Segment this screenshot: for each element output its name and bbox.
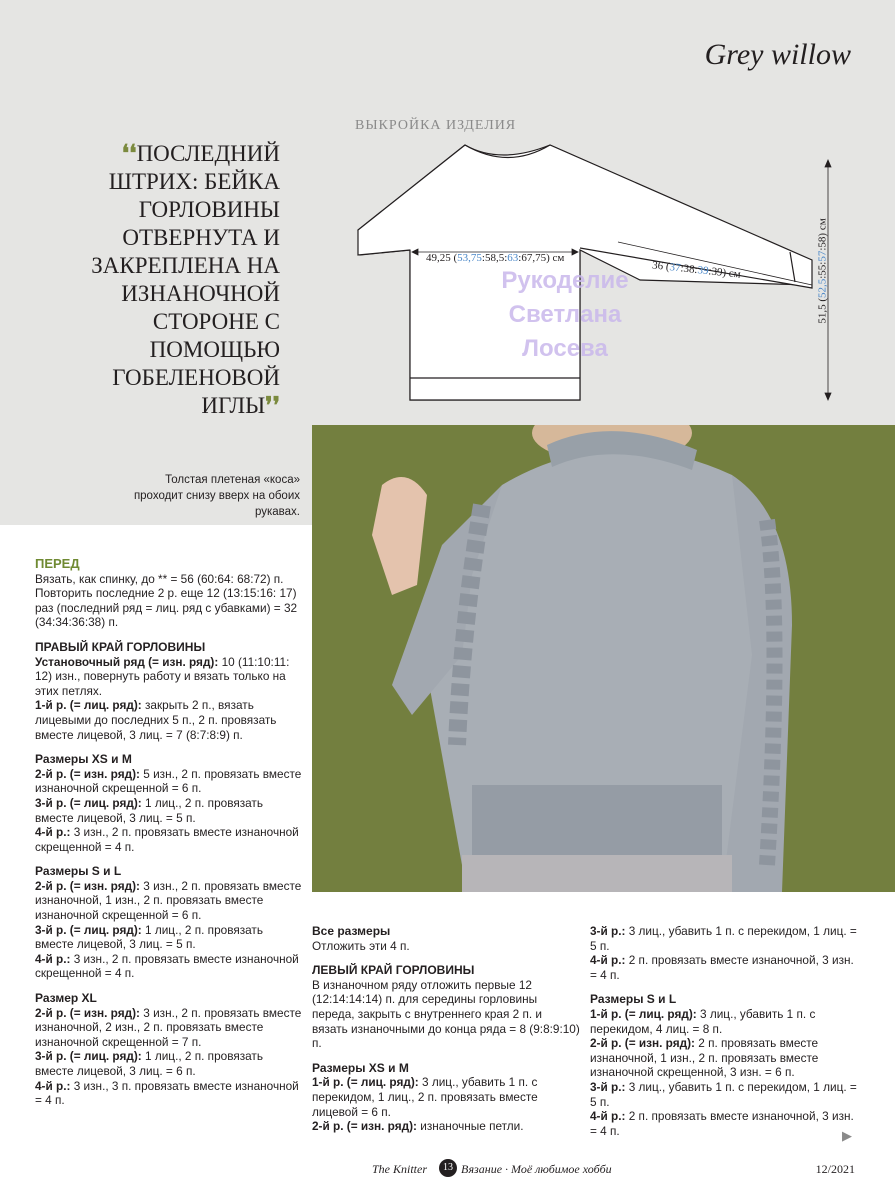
- page-title: Grey willow: [704, 38, 851, 71]
- watermark: Рукоделие Светлана Лосева: [501, 267, 629, 362]
- next-page-arrow-icon: ▶: [842, 1128, 852, 1143]
- issue-date: 12/2021: [815, 1162, 855, 1176]
- sweater-photo: [312, 425, 895, 892]
- length-dimension: 51,5 (52,5:55:57:58) см: [816, 218, 829, 324]
- left-neck-heading: ЛЕВЫЙ КРАЙ ГОРЛОВИНЫ: [312, 963, 475, 978]
- schematic-label: ВЫКРОЙКА ИЗДЕЛИЯ: [355, 118, 517, 133]
- sizes-s-l-heading-2: Размеры S и L: [590, 992, 677, 1007]
- sizes-xs-m-heading: Размеры XS и M: [35, 752, 132, 767]
- instructions-column-2: Все размеры Отложить эти 4 п. ЛЕВЫЙ КРАЙ ГОРЛОВИНЫ В изнаночном ряду отложить первые 12 (12:14:14:14) п. для середины горловины переда, закрыть с внутреннего края 2 п. и вязать изнаночными до конца ряда = 8 (9:8:9:10) п. Размеры XS и M 1-й р. (= лиц. ряд): 3 лиц., убавить 1 п. с перекидом, 1 лиц., 2 п. провязать вместе лицевой = 6 п. 2-й р. (= изн. ряд): изнаночные петли.: [312, 924, 580, 1134]
- size-xl-heading: Размер XL: [35, 991, 97, 1006]
- front-heading: ПЕРЕД: [35, 556, 80, 571]
- sleeve-dimension: 36 (37:38:39:39) см: [651, 259, 742, 281]
- open-quote-mark: ❛❛: [121, 141, 137, 166]
- footer-brand: The Knitter: [372, 1162, 428, 1176]
- page-footer: [0, 1158, 895, 1182]
- right-neck-heading: ПРАВЫЙ КРАЙ ГОРЛОВИНЫ: [35, 639, 206, 654]
- footer-tagline: Вязание · Моё любимое хобби: [461, 1162, 612, 1176]
- pull-quote-text: ПОСЛЕДНИЙ ШТРИХ: БЕЙКА ГОРЛОВИНЫ ОТВЕРНУТА И ЗАКРЕПЛЕНА НА ИЗНАНОЧНОЙ СТОРОНЕ С ПОМОЩЬЮ ГОБЕЛЕНОВОЙ ИГЛЫ: [91, 141, 280, 418]
- instructions-column-3: 3-й р.: 3 лиц., убавить 1 п. с перекидом, 1 лиц. = 5 п. 4-й р.: 2 п. провязать вместе изнаночной, 3 изн. = 4 п. Размеры S и L 1-й р. (= лиц. ряд): 3 лиц., убавить 1 п. с перекидом, 4 лиц. = 8 п. 2-й р. (= изн. ряд): 2 п. провязать вместе изнаночной, 1 изн., 2 п. провязать вместе изнаночной скрещенной, 3 изн. = 6 п. 3-й р.: 3 лиц., убавить 1 п. с перекидом, 1 лиц. = 5 п. 4-й р.: 2 п. провязать вместе изнаночной, 3 изн. = 4 п.: [590, 924, 857, 1138]
- sizes-s-l-heading: Размеры S и L: [35, 864, 122, 879]
- instructions-column-1: ПЕРЕД Вязать, как спинку, до ** = 56 (60:64: 68:72) п. Повторить последние 2 р. еще 12 (13:15:16: 17) раз (последний ряд = лиц. ряд с убавками) = 32 (34:34:36:38) п. ПРАВЫЙ КРАЙ ГОРЛОВИНЫ Установочный ряд (= изн. ряд): 10 (11:10:11: 12) изн., повернуть работу и вязать только на этих петлях. 1-й р. (= лиц. ряд): закрыть 2 п., вязать лицевыми до последних 5 п., 2 п. провязать вместе лицевой, 3 лиц. = 7 (8:7:8:9) п. Размеры XS и M 2-й р. (= изн. ряд): 5 изн., 2 п. провязать вместе изнаночной скрещенной = 6 п. 3-й р. (= лиц. ряд): 1 лиц., 2 п. провязать вместе лицевой, 3 лиц. = 5 п. 4-й р.: 3 изн., 2 п. провязать вместе изнаночной скрещенной = 4 п. Размеры S и L 2-й р. (= изн. ряд): 3 изн., 2 п. провязать вместе изнаночной, 1 изн., 2 п. провязать вместе изнаночной скрещенной = 6 п. 3-й р. (= лиц. ряд): 1 лиц., 2 п. провязать вместе лицевой, 3 лиц. = 5 п. 4-й р.: 3 изн., 2 п. провязать вместе изнаночной скрещенной = 4 п. Размер XL 2-й р. (= изн. ряд): 3 изн., 2 п. провязать вместе изнаночной, 2 изн., 2 п. провязать вместе изнаночной скрещенной = 7 п. 3-й р. (= лиц. ряд): 1 лиц., 2 п. провязать вместе лицевой, 3 лиц. = 6 п. 4-й р.: 3 изн., 3 п. провязать вместе изнаночной = 4 п.: [35, 556, 302, 1108]
- close-quote-mark: ❜❜: [265, 393, 280, 418]
- pull-quote: [40, 140, 280, 420]
- sizes-xs-m-heading-2: Размеры XS и M: [312, 1060, 409, 1075]
- all-sizes-heading: Все размеры: [312, 924, 391, 938]
- photo-caption: Толстая плетеная «коса» проходит снизу вверх на обоих рукавах.: [133, 474, 300, 518]
- page-number: 13: [439, 1159, 457, 1177]
- chest-dimension: 49,25 (53,75:58,5:63:67,75) см: [426, 252, 565, 264]
